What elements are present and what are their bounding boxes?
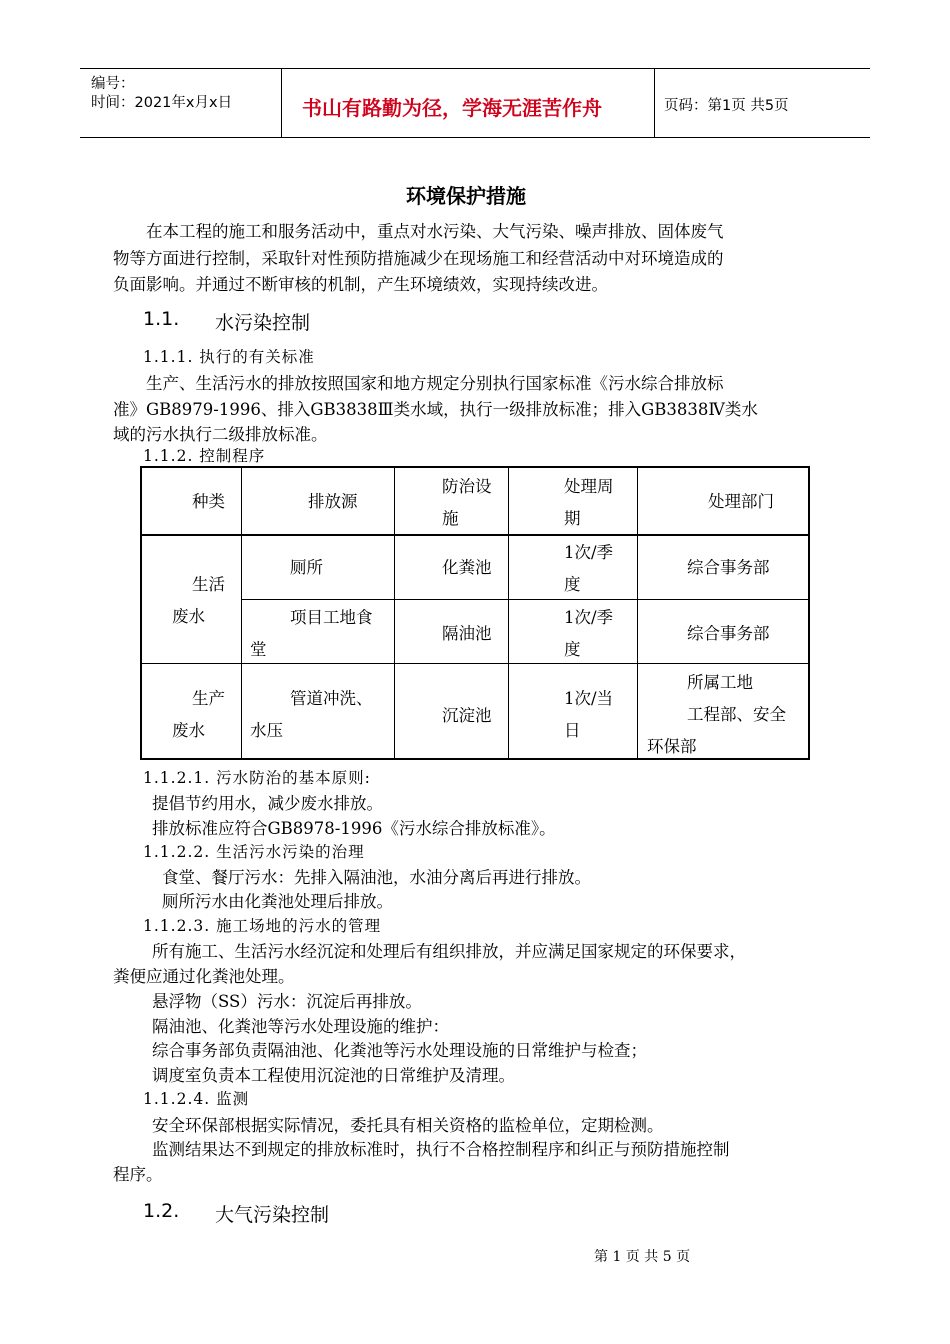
table-cell-dept: 综合事务部 <box>687 624 770 643</box>
paragraph-line: 准》GB8979-1996、排入GB3838Ⅲ类水域，执行一级排放标准；排入GB3838Ⅳ类水 <box>113 400 758 419</box>
paragraph-line: 监测结果达不到规定的排放标准时，执行不合格控制程序和纠正与预防措施控制 <box>152 1140 730 1159</box>
paragraph-line: 提倡节约用水，减少废水排放。 <box>152 794 383 813</box>
table-cell-source: 水压 <box>250 721 283 740</box>
table-cell-period: 1次/季 <box>564 543 614 562</box>
table-cell-source: 项目工地食 <box>290 608 373 627</box>
intro-line: 物等方面进行控制，采取针对性预防措施减少在现场施工和经营活动中对环境造成的 <box>113 249 724 268</box>
header-divider <box>281 69 282 137</box>
header-motto: 书山有路勤为径，学海无涯苦作舟 <box>302 96 602 120</box>
paragraph-line: 程序。 <box>113 1165 163 1184</box>
table-cell-dept: 环保部 <box>647 737 697 756</box>
table-header-cell: 排放源 <box>308 492 358 511</box>
table-cell-period: 日 <box>564 721 581 740</box>
table-header-cell: 种类 <box>192 492 225 511</box>
table-column-line <box>637 468 638 758</box>
table-row-line <box>142 663 808 664</box>
paragraph-line: 所有施工、生活污水经沉淀和处理后有组织排放，并应满足国家规定的环保要求， <box>152 942 746 961</box>
table-cell-source: 堂 <box>250 640 267 659</box>
section-title: 大气污染控制 <box>215 1204 330 1226</box>
table-column-line <box>241 468 242 758</box>
paragraph-line: 粪便应通过化粪池处理。 <box>113 967 295 986</box>
table-cell-dept: 所属工地 <box>687 673 753 692</box>
table-cell-dept: 工程部、安全 <box>687 705 786 724</box>
table-cell-period: 度 <box>564 640 581 659</box>
table-header-cell: 处理周 <box>564 477 614 496</box>
table-cell-type: 废水 <box>172 721 205 740</box>
page-footer: 第 1 页 共 5 页 <box>594 1249 691 1265</box>
page-title: 环境保护措施 <box>406 184 526 208</box>
table-cell-type: 生产 <box>192 689 225 708</box>
paragraph-line: 隔油池、化粪池等污水处理设施的维护： <box>152 1017 449 1036</box>
paragraph-line: 生产、生活污水的排放按照国家和地方规定分别执行国家标准《污水综合排放标 <box>146 374 724 393</box>
table-header-cell: 施 <box>442 509 459 528</box>
table-cell-facility: 化粪池 <box>442 558 492 577</box>
table-cell-period: 1次/季 <box>564 608 614 627</box>
paragraph-line: 悬浮物（SS）污水：沉淀后再排放。 <box>152 992 422 1011</box>
table-cell-dept: 综合事务部 <box>687 558 770 577</box>
intro-line: 负面影响。并通过不断审核的机制，产生环境绩效，实现持续改进。 <box>113 275 608 294</box>
paragraph-line: 调度室负责本工程使用沉淀池的日常维护及清理。 <box>152 1066 515 1085</box>
table-header-cell: 期 <box>564 509 581 528</box>
table-column-line <box>508 468 509 758</box>
paragraph-line: 综合事务部负责隔油池、化粪池等污水处理设施的日常维护与检查； <box>152 1041 647 1060</box>
table-row-line <box>142 534 808 536</box>
table-cell-period: 1次/当 <box>564 689 614 708</box>
table-cell-source: 厕所 <box>290 558 323 577</box>
subsection-heading: 1.1.2.3. 施工场地的污水的管理 <box>143 917 382 935</box>
paragraph-line: 食堂、餐厅污水：先排入隔油池，水油分离后再进行排放。 <box>162 868 591 887</box>
table-cell-type: 生活 <box>192 575 225 594</box>
intro-line: 在本工程的施工和服务活动中，重点对水污染、大气污染、噪声排放、固体废气 <box>146 222 724 241</box>
subsection-heading: 1.1.2.4. 监测 <box>143 1090 250 1108</box>
table-row-line <box>241 599 808 600</box>
subsection-heading: 1.1.1. 执行的有关标准 <box>143 348 315 366</box>
table-header-cell: 处理部门 <box>708 492 774 511</box>
header-divider <box>654 69 655 137</box>
table-cell-source: 管道冲洗、 <box>290 689 373 708</box>
table-header-cell: 防治设 <box>442 477 492 496</box>
paragraph-line: 域的污水执行二级排放标准。 <box>113 425 328 444</box>
subsection-heading: 1.1.2.2. 生活污水污染的治理 <box>143 843 365 861</box>
doc-time-label: 时间：2021年x月x日 <box>91 95 233 111</box>
paragraph-line: 厕所污水由化粪池处理后排放。 <box>162 892 393 911</box>
page-info: 页码：第1页 共5页 <box>664 98 789 114</box>
subsection-heading: 1.1.2.1. 污水防治的基本原则: <box>143 769 371 787</box>
section-title: 水污染控制 <box>215 312 311 334</box>
table-cell-period: 度 <box>564 575 581 594</box>
table-cell-facility: 隔油池 <box>442 624 492 643</box>
subsection-heading: 1.1.2. 控制程序 <box>143 447 266 465</box>
paragraph-line: 安全环保部根据实际情况，委托具有相关资格的监检单位，定期检测。 <box>152 1116 664 1135</box>
control-program-table <box>140 466 810 760</box>
section-number: 1.1. <box>143 308 180 330</box>
table-cell-type: 废水 <box>172 607 205 626</box>
doc-number-label: 编号： <box>91 76 135 92</box>
table-cell-facility: 沉淀池 <box>442 706 492 725</box>
table-column-line <box>394 468 395 758</box>
section-number: 1.2. <box>143 1200 180 1222</box>
paragraph-line: 排放标准应符合GB8978-1996《污水综合排放标准》。 <box>152 819 556 838</box>
